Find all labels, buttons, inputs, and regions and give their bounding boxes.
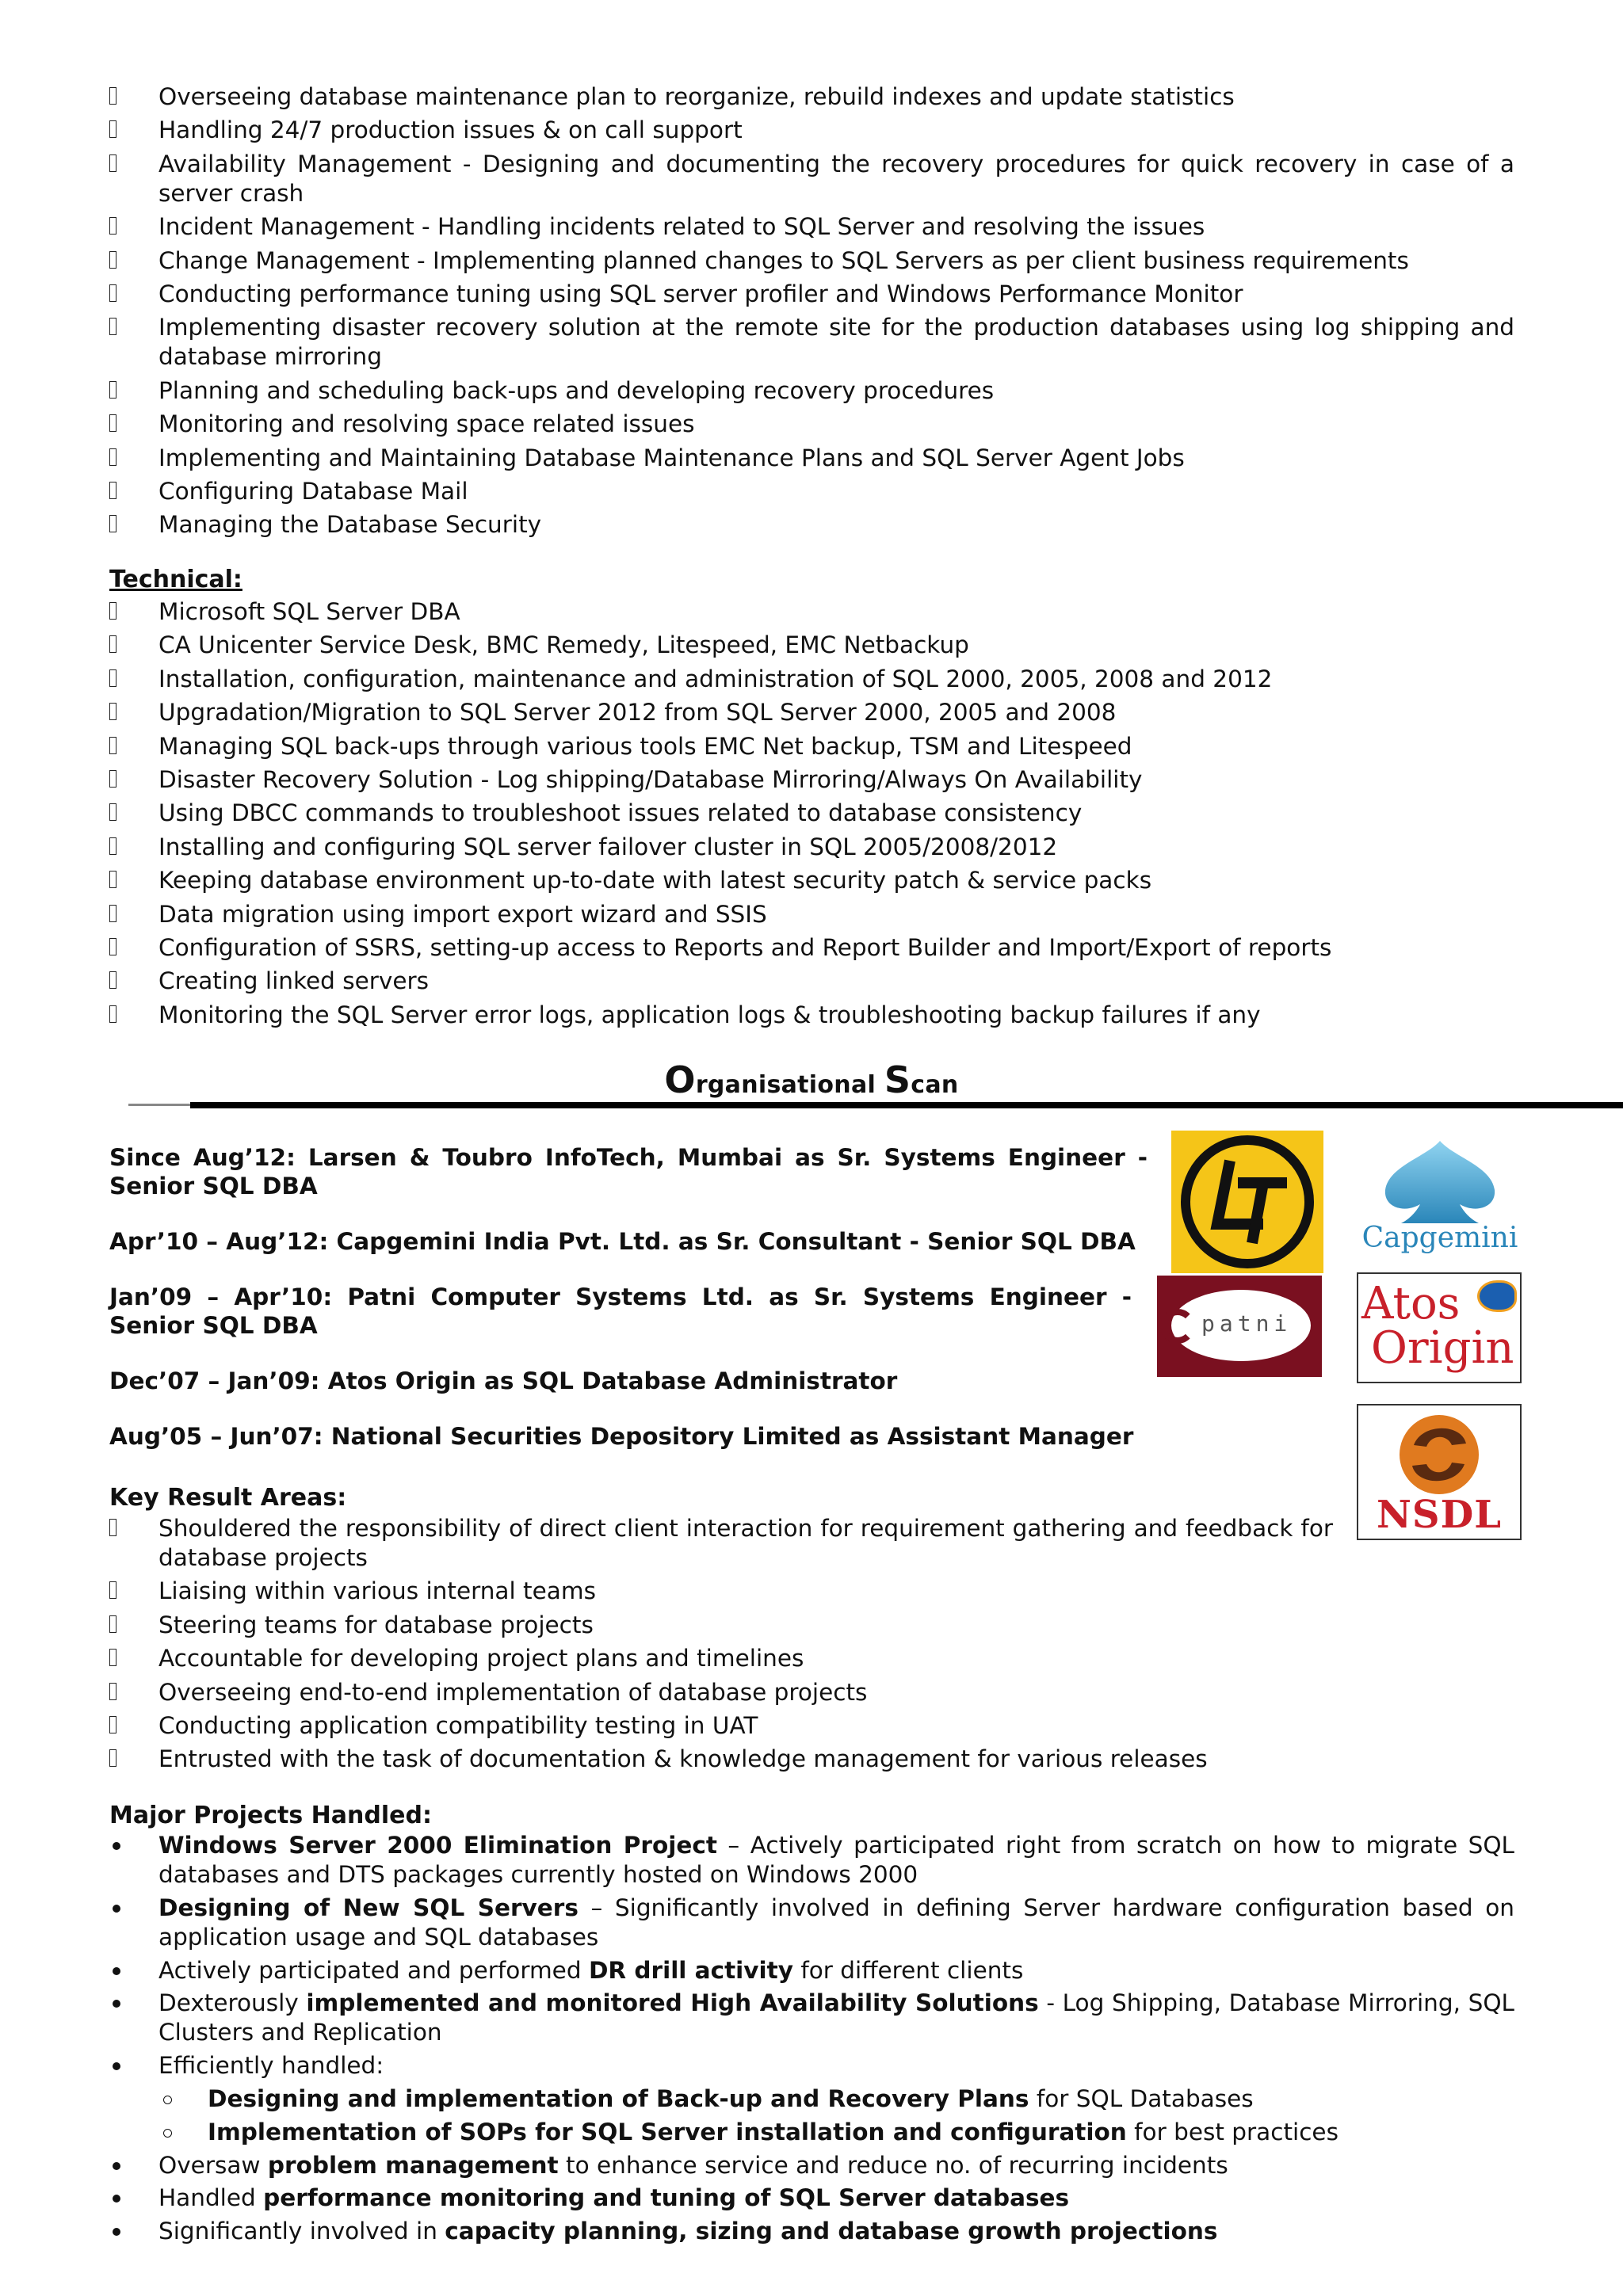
round-bullet-icon — [113, 1967, 120, 1975]
capgemini-logo — [1357, 1135, 1523, 1253]
patni-logo — [1157, 1276, 1322, 1377]
square-bullet-icon — [109, 1749, 116, 1767]
list-item: Conducting performance tuning using SQL server profiler and Windows Performance Monitor — [109, 280, 1514, 309]
list-item: Monitoring the SQL Server error logs, application logs & troubleshooting backup failures if any — [109, 1001, 1514, 1030]
nsdl-logo — [1357, 1404, 1522, 1540]
list-item: Overseeing end-to-end implementation of database projects — [109, 1678, 1333, 1707]
square-bullet-icon — [109, 251, 116, 269]
atos-wordmark-line2: Origin — [1371, 1322, 1514, 1374]
job-entry: Dec’07 – Jan’09: Atos Origin as SQL Database Administrator — [109, 1367, 898, 1394]
square-bullet-icon — [109, 120, 116, 138]
square-bullet-icon — [109, 905, 116, 922]
square-bullet-icon — [109, 803, 116, 821]
list-item: Handled performance monitoring and tuning of SQL Server databases — [109, 2183, 1514, 2213]
round-bullet-icon — [113, 1905, 120, 1913]
square-bullet-icon — [109, 703, 116, 720]
job-entry: Apr’10 – Aug’12: Capgemini India Pvt. Ltd. as Sr. Consultant - Senior SQL DBA — [109, 1228, 1136, 1255]
lt-emblem-icon — [1171, 1131, 1323, 1273]
list-item: Upgradation/Migration to SQL Server 2012 from SQL Server 2000, 2005 and 2008 — [109, 698, 1514, 727]
divider — [190, 1102, 1623, 1108]
round-bullet-icon — [113, 2000, 120, 2008]
list-item: Change Management - Implementing planned changes to SQL Servers as per client business requirements — [109, 246, 1514, 276]
job-entry: Aug’05 – Jun’07: National Securities Depository Limited as Assistant Manager — [109, 1423, 1134, 1450]
kra-heading: Key Result Areas: — [109, 1484, 347, 1512]
list-item: Shouldered the responsibility of direct client interaction for requirement gathering and feedback for database projects — [109, 1514, 1333, 1573]
list-item: Conducting application compatibility testing in UAT — [109, 1711, 1333, 1741]
square-bullet-icon — [109, 669, 116, 687]
list-item: Steering teams for database projects — [109, 1611, 1333, 1640]
patni-swirl-icon — [1160, 1309, 1195, 1344]
sub-list-item: Implementation of SOPs for SQL Server installation and configuration for best practices — [109, 2118, 1514, 2147]
list-item: CA Unicenter Service Desk, BMC Remedy, Litespeed, EMC Netbackup — [109, 631, 1514, 660]
square-bullet-icon — [109, 1615, 116, 1633]
square-bullet-icon — [109, 837, 116, 855]
square-bullet-icon — [109, 1581, 116, 1599]
list-item: Overseeing database maintenance plan to reorganize, rebuild indexes and update statistics — [109, 82, 1514, 112]
list-item: Monitoring and resolving space related issues — [109, 410, 1514, 439]
job-entry: Jan’09 – Apr’10: Patni Computer Systems Ltd. as Sr. Systems Engineer - Senior SQL DBA — [109, 1283, 1132, 1339]
square-bullet-icon — [109, 1519, 116, 1536]
square-bullet-icon — [109, 737, 116, 754]
list-item: Installation, configuration, maintenance and administration of SQL 2000, 2005, 2008 and 2012 — [109, 665, 1514, 694]
list-item: Creating linked servers — [109, 967, 1514, 996]
square-bullet-icon — [109, 87, 116, 105]
jobs-list — [109, 1143, 1148, 1451]
square-bullet-icon — [109, 938, 116, 955]
square-bullet-icon — [109, 448, 116, 466]
round-bullet-icon — [113, 2062, 120, 2070]
list-item: Accountable for developing project plans and timelines — [109, 1644, 1333, 1673]
list-item: Implementing disaster recovery solution at the remote site for the production databases using log shipping and database mirroring — [109, 313, 1514, 372]
square-bullet-icon — [109, 284, 116, 302]
list-item: Dexterously implemented and monitored High Availability Solutions - Log Shipping, Database Mirroring, SQL Clusters and Replication — [109, 1989, 1514, 2047]
technical-heading: Technical: — [109, 566, 242, 593]
sub-list-item: Designing and implementation of Back-up and Recovery Plans for SQL Databases — [109, 2084, 1514, 2114]
duties-list — [109, 82, 1514, 544]
round-bullet-icon — [113, 1842, 120, 1850]
square-bullet-icon — [109, 1683, 116, 1700]
list-item: Designing of New SQL Servers – Significantly involved in defining Server hardware configuration based on application usage and SQL databases — [109, 1894, 1514, 1952]
round-bullet-icon — [113, 2228, 120, 2236]
nsdl-emblem-icon — [1358, 1405, 1520, 1501]
list-item: Disaster Recovery Solution - Log shipping/Database Mirroring/Always On Availability — [109, 765, 1514, 795]
list-item: Installing and configuring SQL server failover cluster in SQL 2005/2008/2012 — [109, 833, 1514, 862]
atos-wordmark-line1: Atos — [1361, 1278, 1461, 1329]
projects-heading: Major Projects Handled: — [109, 1802, 432, 1829]
square-bullet-icon — [109, 1649, 116, 1666]
list-item: Actively participated and performed DR drill activity for different clients — [109, 1956, 1514, 1985]
lt-logo — [1171, 1131, 1323, 1273]
square-bullet-icon — [109, 217, 116, 235]
list-item: Managing SQL back-ups through various tools EMC Net backup, TSM and Litespeed — [109, 732, 1514, 761]
nsdl-wordmark: NSDL — [1377, 1493, 1502, 1537]
list-item: Data migration using import export wizard and SSIS — [109, 900, 1514, 929]
square-bullet-icon — [109, 414, 116, 432]
list-item: Planning and scheduling back-ups and developing recovery procedures — [109, 376, 1514, 406]
list-item: Significantly involved in capacity planning, sizing and database growth projections — [109, 2217, 1514, 2246]
list-item: Handling 24/7 production issues & on call support — [109, 116, 1514, 145]
job-entry: Since Aug’12: Larsen & Toubro InfoTech, Mumbai as Sr. Systems Engineer - Senior SQL DBA — [109, 1144, 1148, 1199]
capgemini-wordmark: Capgemini — [1361, 1222, 1518, 1254]
projects-section — [109, 1801, 1514, 2250]
list-item: Liaising within various internal teams — [109, 1577, 1333, 1606]
square-bullet-icon — [109, 515, 116, 532]
list-item: Microsoft SQL Server DBA — [109, 597, 1514, 627]
circle-bullet-icon — [163, 2129, 172, 2138]
atos-origin-logo — [1357, 1272, 1522, 1383]
square-bullet-icon — [109, 635, 116, 653]
square-bullet-icon — [109, 770, 116, 788]
square-bullet-icon — [109, 381, 116, 399]
list-item: Efficiently handled: — [109, 2051, 1514, 2081]
list-item: Availability Management - Designing and documenting the recovery procedures for quick recovery in case of a server crash — [109, 150, 1514, 208]
list-item: Oversaw problem management to enhance service and reduce no. of recurring incidents — [109, 2151, 1514, 2180]
patni-wordmark: patni — [1201, 1310, 1293, 1337]
section-title: Organisational Scan — [664, 1058, 959, 1101]
list-item: Managing the Database Security — [109, 510, 1514, 540]
list-item: Implementing and Maintaining Database Maintenance Plans and SQL Server Agent Jobs — [109, 444, 1514, 473]
round-bullet-icon — [113, 2195, 120, 2203]
list-item: Keeping database environment up-to-date with latest security patch & service packs — [109, 866, 1514, 895]
kra-section — [109, 1483, 1333, 1779]
list-item: Windows Server 2000 Elimination Project – Actively participated right from scratch on how to migrate SQL databases and DTS packages currently hosted on Windows 2000 — [109, 1831, 1514, 1890]
list-item: Using DBCC commands to troubleshoot issues related to database consistency — [109, 799, 1514, 828]
square-bullet-icon — [109, 154, 116, 172]
square-bullet-icon — [109, 1716, 116, 1733]
divider — [128, 1104, 192, 1106]
list-item: Entrusted with the task of documentation & knowledge management for various releases — [109, 1745, 1564, 1774]
atos-fish-icon — [1477, 1280, 1517, 1312]
square-bullet-icon — [109, 602, 116, 620]
square-bullet-icon — [109, 871, 116, 888]
circle-bullet-icon — [163, 2096, 172, 2104]
square-bullet-icon — [109, 318, 116, 335]
square-bullet-icon — [109, 482, 116, 499]
list-item: Incident Management - Handling incidents related to SQL Server and resolving the issues — [109, 212, 1514, 242]
list-item: Configuration of SSRS, setting-up access to Reports and Report Builder and Import/Export of reports — [109, 933, 1514, 963]
square-bullet-icon — [109, 1005, 116, 1023]
list-item: Configuring Database Mail — [109, 477, 1514, 506]
round-bullet-icon — [113, 2162, 120, 2170]
technical-section — [109, 565, 1514, 1034]
square-bullet-icon — [109, 971, 116, 989]
